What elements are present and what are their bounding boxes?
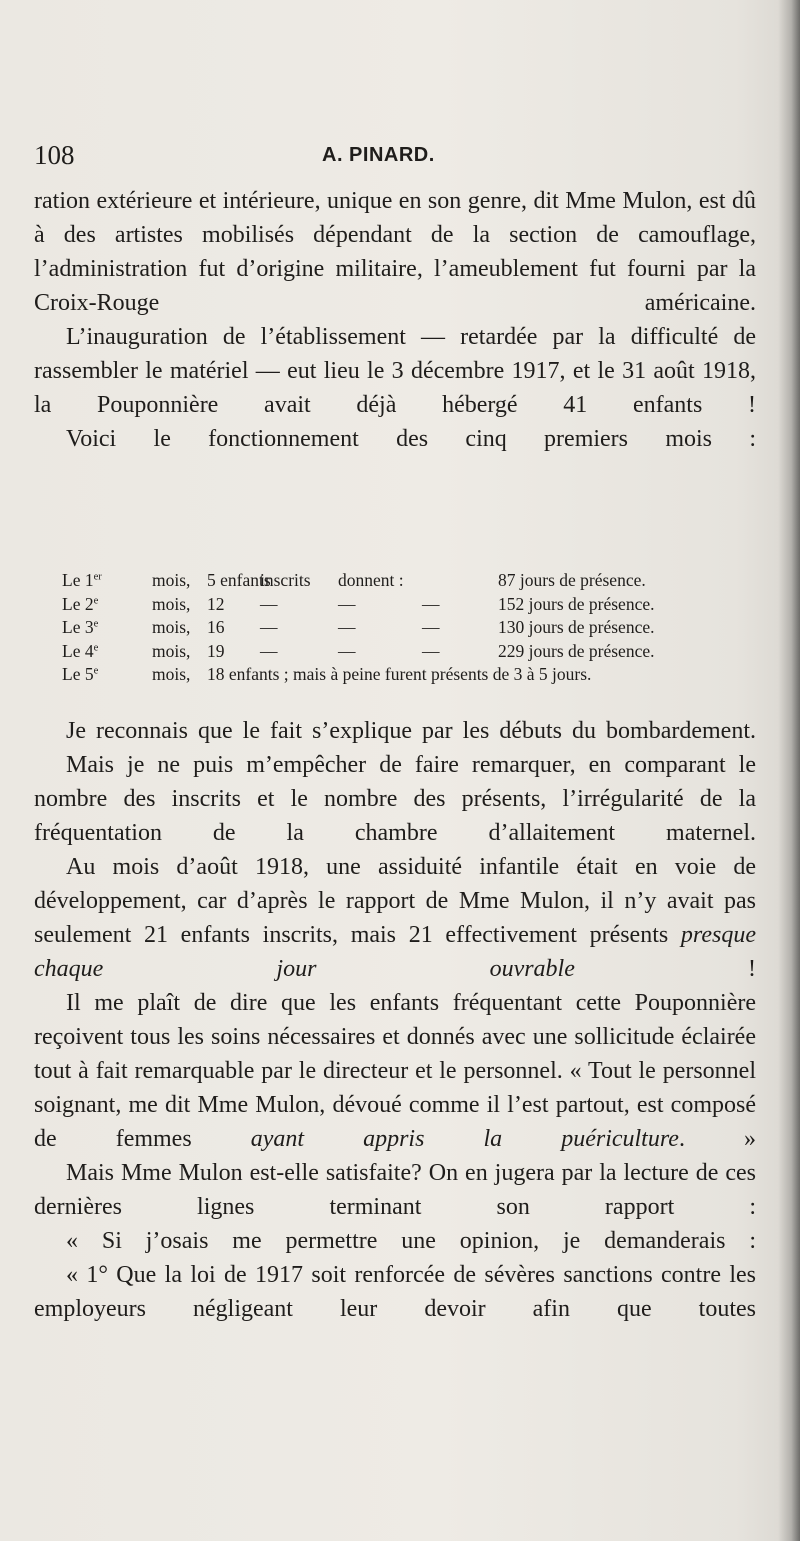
ditto-3: —	[422, 617, 440, 637]
attendance-days: 87 jours de présence.	[498, 570, 646, 590]
ditto-3: —	[422, 593, 440, 614]
page-edge-shadow	[778, 0, 800, 1541]
text-block-top	[34, 184, 756, 456]
month-label	[62, 593, 98, 617]
table-row	[62, 593, 722, 617]
month-number: 2	[84, 593, 94, 614]
italic-phrase: ayant appris la puériculture	[250, 1126, 679, 1152]
month-prefix: Le	[62, 617, 85, 637]
italic-phrase: presque chaque jour ouvrable	[34, 922, 756, 982]
enrolled-count: 5 enfants	[207, 570, 271, 590]
ditto-2: —	[338, 593, 356, 614]
ditto-1: —	[260, 617, 278, 637]
month-label	[62, 569, 102, 593]
month-word: mois,	[152, 664, 191, 684]
month-note: 18 enfants ; mais à peine furent présents de 3 à 5 jours.	[207, 664, 592, 684]
paragraph	[34, 986, 756, 1156]
month-word: mois,	[152, 640, 191, 661]
table-row	[62, 569, 722, 593]
ditto-3: —	[422, 640, 440, 661]
paragraph	[34, 748, 756, 850]
paragraph	[34, 714, 756, 748]
page-number: 108	[34, 140, 75, 170]
month-number: 5	[84, 664, 94, 684]
paragraph	[34, 1156, 756, 1224]
ditto-1: —	[260, 593, 278, 614]
attendance-days: 229 jours de présence.	[498, 640, 655, 661]
month-number: 1	[84, 570, 94, 590]
month-prefix: Le	[62, 593, 85, 614]
month-prefix: Le	[62, 570, 85, 590]
table-row	[62, 616, 722, 640]
month-ordinal: er	[93, 571, 102, 583]
attendance-days: 130 jours de présence.	[498, 617, 655, 637]
paragraph: L’inauguration de l’établissement — retardée par la difficulté de rassembler le matériel — eut lieu le 3 décembre 1917, et le 31 août 1918, la Pouponnière avait déjà hébergé 41 enfants !	[34, 324, 756, 418]
month-ordinal: e	[93, 665, 99, 677]
text-run: Mais je ne puis m’empêcher de faire remarquer, en comparant le nombre des inscrits et le nombre des présents, l’irrégularité de la fréquentation de la chambre d’allaitement maternel.	[34, 752, 756, 846]
text-run: « Si j’osais me permettre une opinion, je demanderais :	[66, 1228, 756, 1254]
month-label	[62, 663, 98, 687]
ditto-2: —	[338, 640, 356, 661]
ditto-1: inscrits	[260, 570, 311, 590]
running-title: A. PINARD.	[322, 144, 435, 166]
month-prefix: Le	[62, 664, 85, 684]
month-prefix: Le	[62, 640, 85, 661]
page-header	[34, 140, 766, 176]
enrolled-count: 12	[207, 593, 225, 614]
month-ordinal: e	[93, 595, 99, 607]
enrolled-count: 19	[207, 640, 225, 661]
text-run: Au mois d’août 1918, une assiduité infantile était en voie de développement, car d’après le rapport de Mme Mulon, il n’y avait pas seulement 21 enfants inscrits, mais 21 effectivement présents	[34, 854, 756, 948]
text-run: Il me plaît de dire que les enfants fréquentant cette Pouponnière reçoivent tous les soins nécessaires et donnés avec une sollicitude éclairée tout à fait remarquable par le directeur et le personnel. « Tout le personnel soignant, me dit Mme Mulon, dévoué comme il l’est partout, est composé de femmes	[34, 990, 756, 1152]
text-run: Mais Mme Mulon est-elle satisfaite? On en jugera par la lecture de ces dernières lignes terminant son rapport :	[34, 1160, 756, 1220]
monthly-attendance-table	[62, 569, 722, 687]
enrolled-count: 16	[207, 617, 225, 637]
month-label	[62, 640, 98, 664]
ditto-1: —	[260, 640, 278, 661]
month-number: 3	[84, 617, 94, 637]
paragraph: Voici le fonctionnement des cinq premiers mois :	[66, 426, 756, 452]
month-word: mois,	[152, 593, 191, 614]
ditto-2: —	[338, 617, 356, 637]
month-ordinal: e	[93, 642, 99, 654]
attendance-days: 152 jours de présence.	[498, 593, 655, 614]
text-run: !	[574, 956, 756, 982]
paragraph	[34, 850, 756, 986]
text-run: . »	[678, 1126, 756, 1152]
paragraph	[34, 1258, 756, 1326]
month-label	[62, 616, 98, 640]
text-run: Je reconnais que le fait s’explique par les débuts du bombardement.	[66, 718, 756, 744]
table-row	[62, 663, 722, 687]
text-run: « 1° Que la loi de 1917 soit renforcée de sévères sanctions contre les employeurs négligeant leur devoir afin que toutes	[34, 1262, 756, 1322]
paragraph: ration extérieure et intérieure, unique en son genre, dit Mme Mulon, est dû à des artistes mobilisés dépendant de la section de camouflage, l’administration fut d’origine militaire, l’ameublement fut fourni par la Croix-Rouge américaine.	[34, 188, 756, 316]
month-word: mois,	[152, 617, 191, 637]
month-word: mois,	[152, 570, 191, 590]
table-row	[62, 640, 722, 664]
paragraph	[34, 1224, 756, 1258]
month-ordinal: e	[93, 618, 99, 630]
ditto-2: donnent :	[338, 570, 404, 590]
month-number: 4	[84, 640, 94, 661]
text-block-bottom	[34, 714, 756, 1326]
